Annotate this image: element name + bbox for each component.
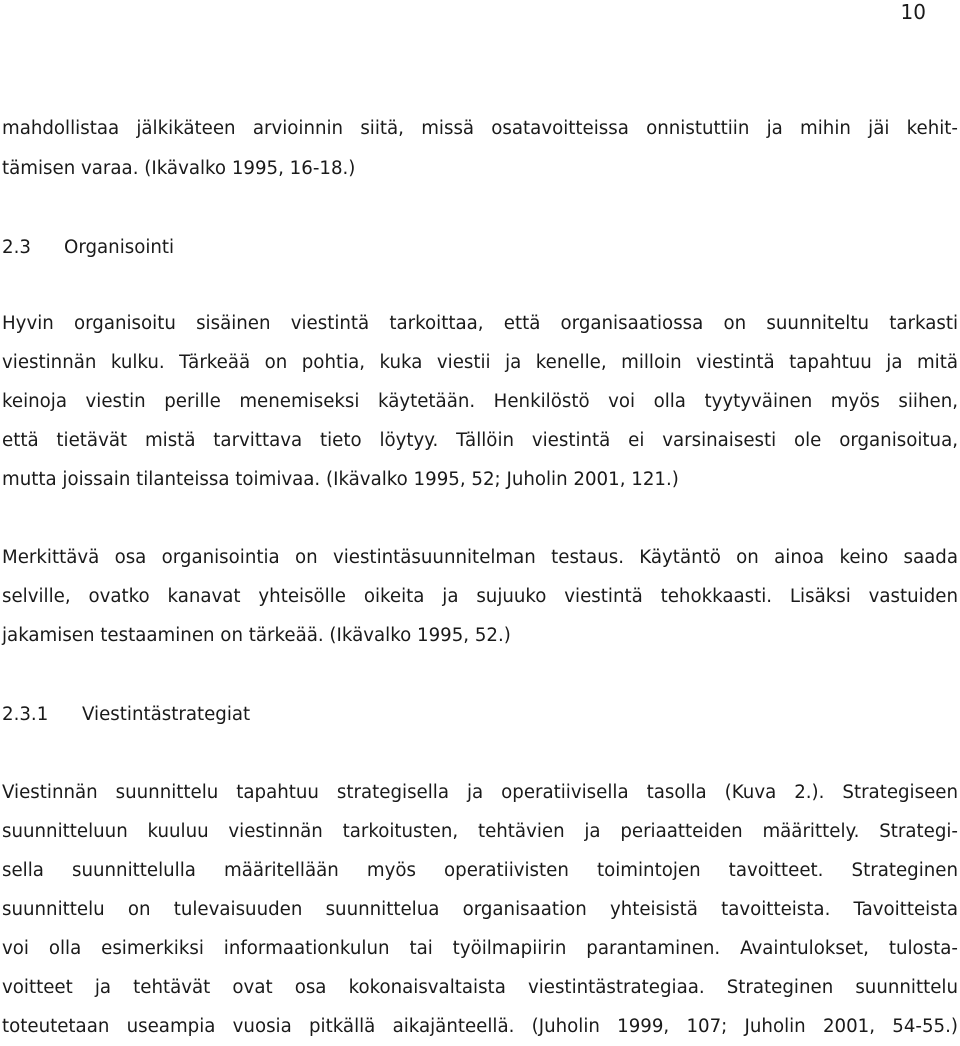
paragraph-line: selville, ovatko kanavat yhteisölle oikeita ja sujuuko viestintä tehokkaasti. Lisäksi vastuiden [2, 586, 958, 607]
paragraph-line: keinoja viestin perille menemiseksi käytetään. Henkilöstö voi olla tyytyväinen myös siihen, [2, 391, 958, 412]
paragraph-line: Merkittävä osa organisointia on viestintäsuunnitelman testaus. Käytäntö on ainoa keino saada [2, 547, 958, 568]
paragraph-line: Hyvin organisoitu sisäinen viestintä tarkoittaa, että organisaatiossa on suunniteltu tarkasti [2, 313, 958, 334]
paragraph-line: jakamisen testaaminen on tärkeää. (Ikävalko 1995, 52.) [2, 625, 511, 646]
paragraph-line: mahdollistaa jälkikäteen arvioinnin siitä, missä osatavoitteissa onnistuttiin ja mihin jäi kehit- [2, 118, 958, 139]
paragraph-line: suunnittelu on tulevaisuuden suunnittelua organisaation yhteisistä tavoitteista. Tavoitteista [2, 899, 958, 920]
paragraph-line: voi olla esimerkiksi informaationkulun tai työilmapiirin parantaminen. Avaintulokset, tulosta- [2, 938, 958, 959]
paragraph-line: sella suunnittelulla määritellään myös operatiivisten toimintojen tavoitteet. Strateginen [2, 860, 958, 881]
paragraph-line: suunnitteluun kuuluu viestinnän tarkoitusten, tehtävien ja periaatteiden määrittely. Strategi- [2, 821, 958, 842]
section-number: 2.3.1 [2, 704, 49, 725]
section-title: Viestintästrategiat [82, 704, 251, 725]
section-heading-2-3-1 [2, 703, 958, 727]
section-number: 2.3 [2, 237, 31, 258]
paragraph-line: tämisen varaa. (Ikävalko 1995, 16-18.) [2, 158, 356, 179]
paragraph-line: Viestinnän suunnittelu tapahtuu strategisella ja operatiivisella tasolla (Kuva 2.). Strategiseen [2, 782, 958, 803]
paragraph-line: voitteet ja tehtävät ovat osa kokonaisvaltaista viestintästrategiaa. Strateginen suunnittelu [2, 977, 958, 998]
paragraph-line: toteutetaan useampia vuosia pitkällä aikajänteellä. (Juholin 1999, 107; Juholin 2001, 54-55.) [2, 1016, 958, 1037]
page-number: 10 [900, 0, 926, 24]
section-heading-2-3 [2, 236, 958, 260]
paragraph-line: viestinnän kulku. Tärkeää on pohtia, kuka viestii ja kenelle, milloin viestintä tapahtuu ja mitä [2, 352, 958, 373]
section-title: Organisointi [64, 237, 175, 258]
paragraph-line: mutta joissain tilanteissa toimivaa. (Ikävalko 1995, 52; Juholin 2001, 121.) [2, 469, 679, 490]
paragraph-line: että tietävät mistä tarvittava tieto löytyy. Tällöin viestintä ei varsinaisesti ole organisoitua, [2, 430, 958, 451]
